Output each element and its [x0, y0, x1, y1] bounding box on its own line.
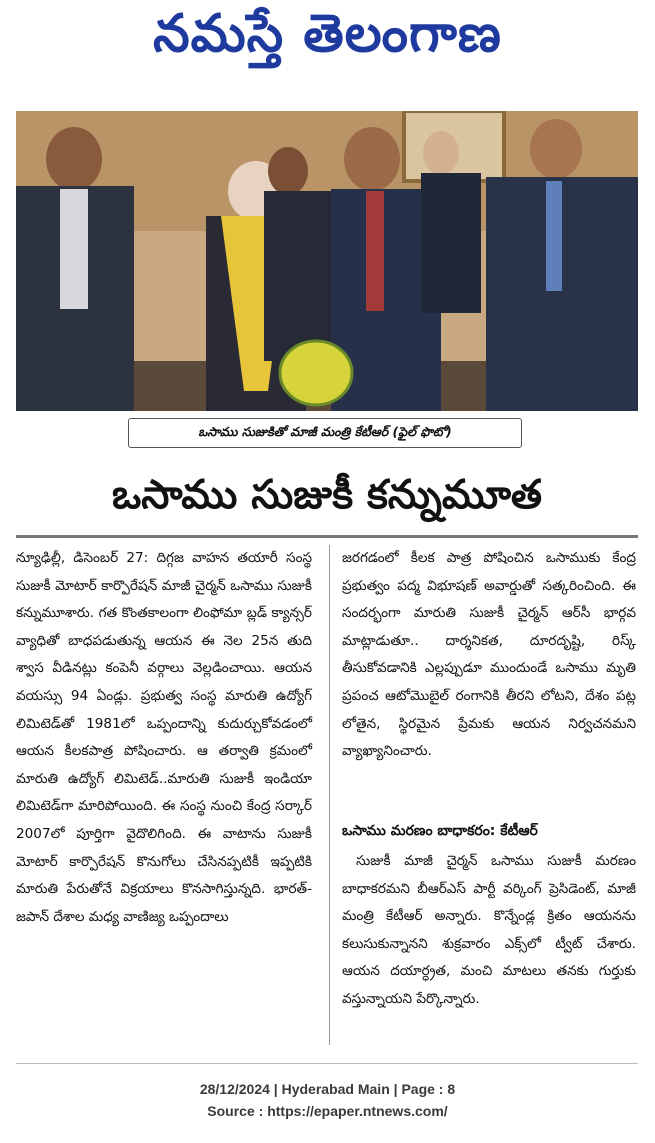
sub-heading: ఒసాము మరణం బాధాకరం: కేటీఆర్: [342, 823, 538, 839]
column-divider: [329, 545, 330, 1045]
article-column-1: న్యూఢిల్లీ, డిసెంబర్ 27: దిగ్గజ వాహన తయారీ సంస్థ సుజుకీ మోటార్ కార్పొరేషన్ మాజీ చైర్మన్ ఒసాము సుజుకీ కన్నుమూశారు. గత కొంతకాలంగా లింఫోమా బ్లడ్ క్యాన్సర్ వ్యాధితో బాధపడుతున్న ఆయన ఈ నెల 25న తుది శ్వాస వీడినట్లు కంపెనీ వర్గాలు వెల్లడించాయి. ఆయన వయస్సు 94 ఏండ్లు. ప్రభుత్వ సంస్థ మారుతి ఉద్యోగ్ లిమిటెడ్‌తో 1981లో ఒప్పందాన్ని కుదుర్చుకోవడంలో ఆయన కీలకపాత్ర పోషించారు. ఆ తర్వాతి క్రమంలో మారుతి ఉద్యోగ్ లిమిటెడ్..మారుతి సుజుకీ ఇండియా లిమిటెడ్‌గా మారిపోయింది. ఈ సంస్థ నుంచి కేంద్ర సర్కార్ 2007లో పూర్తిగా వైదొలిగింది. ఈ వాటాను సుజుకీ మోటార్ కార్పొరేషన్ కొనుగోలు చేసినప్పటికీ ఇప్పటికి మారుతి పేరుతోనే విక్రయాలు కొనసాగిస్తున్నది. భారత్-జపాన్ దేశాల మధ్య వాణిజ్య ఒప్పందాలు: [16, 550, 312, 925]
newspaper-title: నమస్తే తెలంగాణ: [153, 3, 502, 64]
news-photo: [16, 111, 638, 411]
footer-source: Source : https://epaper.ntnews.com/: [207, 1103, 448, 1119]
masthead: [0, 0, 655, 80]
footer-rule: [16, 1063, 638, 1064]
footer: [0, 1078, 655, 1122]
article-column-2: జరగడంలో కీలక పాత్ర పోషించిన ఒసాముకు కేంద్ర ప్రభుత్వం పద్మ విభూషణ్ అవార్డుతో సత్కరించింది. ఈ సందర్భంగా మారుతి సుజుకీ చైర్మన్ ఆర్‌సీ భార్గవ మాట్లాడుతూ.. దార్శనికత, దూరదృష్టి, రిస్క్ తీసుకోవడానికి ఎల్లప్పుడూ ముందుండే ఒసాము మృతి ప్రపంచ ఆటోమొబైల్ రంగానికి తీరని లోటని, దేశం పట్ల లోతైన, స్థిరమైన ప్రేమకు ఆయన నిర్వచనమని వ్యాఖ్యానించారు.: [342, 550, 636, 760]
headline-rule: [16, 535, 638, 538]
footer-edition-info: 28/12/2024 | Hyderabad Main | Page : 8: [199, 1081, 456, 1097]
article-column-2-continued: సుజుకీ మాజీ చైర్మన్ ఒసాము సుజుకీ మరణం బాధాకరమని బీఆర్‌ఎస్ పార్టీ వర్కింగ్ ప్రెసిడెంట్, మాజీ మంత్రి కేటీఆర్ అన్నారు. కొన్నేండ్ల క్రితం ఆయనను కలుసుకున్నానని శుక్రవారం ఎక్స్‌లో ట్వీట్ చేశారు. ఆయన దయార్ధ్రత, మంచి మాటలు తనకు గుర్తుకు వస్తున్నాయని పేర్కొన్నారు.: [342, 853, 636, 1007]
photo-caption: ఒసాము సుజుకితో మాజీ మంత్రి కేటీఆర్ (ఫైల్ ఫొటో): [128, 418, 522, 448]
headline: ఒసాము సుజుకీ కన్నుమూత: [111, 472, 543, 518]
